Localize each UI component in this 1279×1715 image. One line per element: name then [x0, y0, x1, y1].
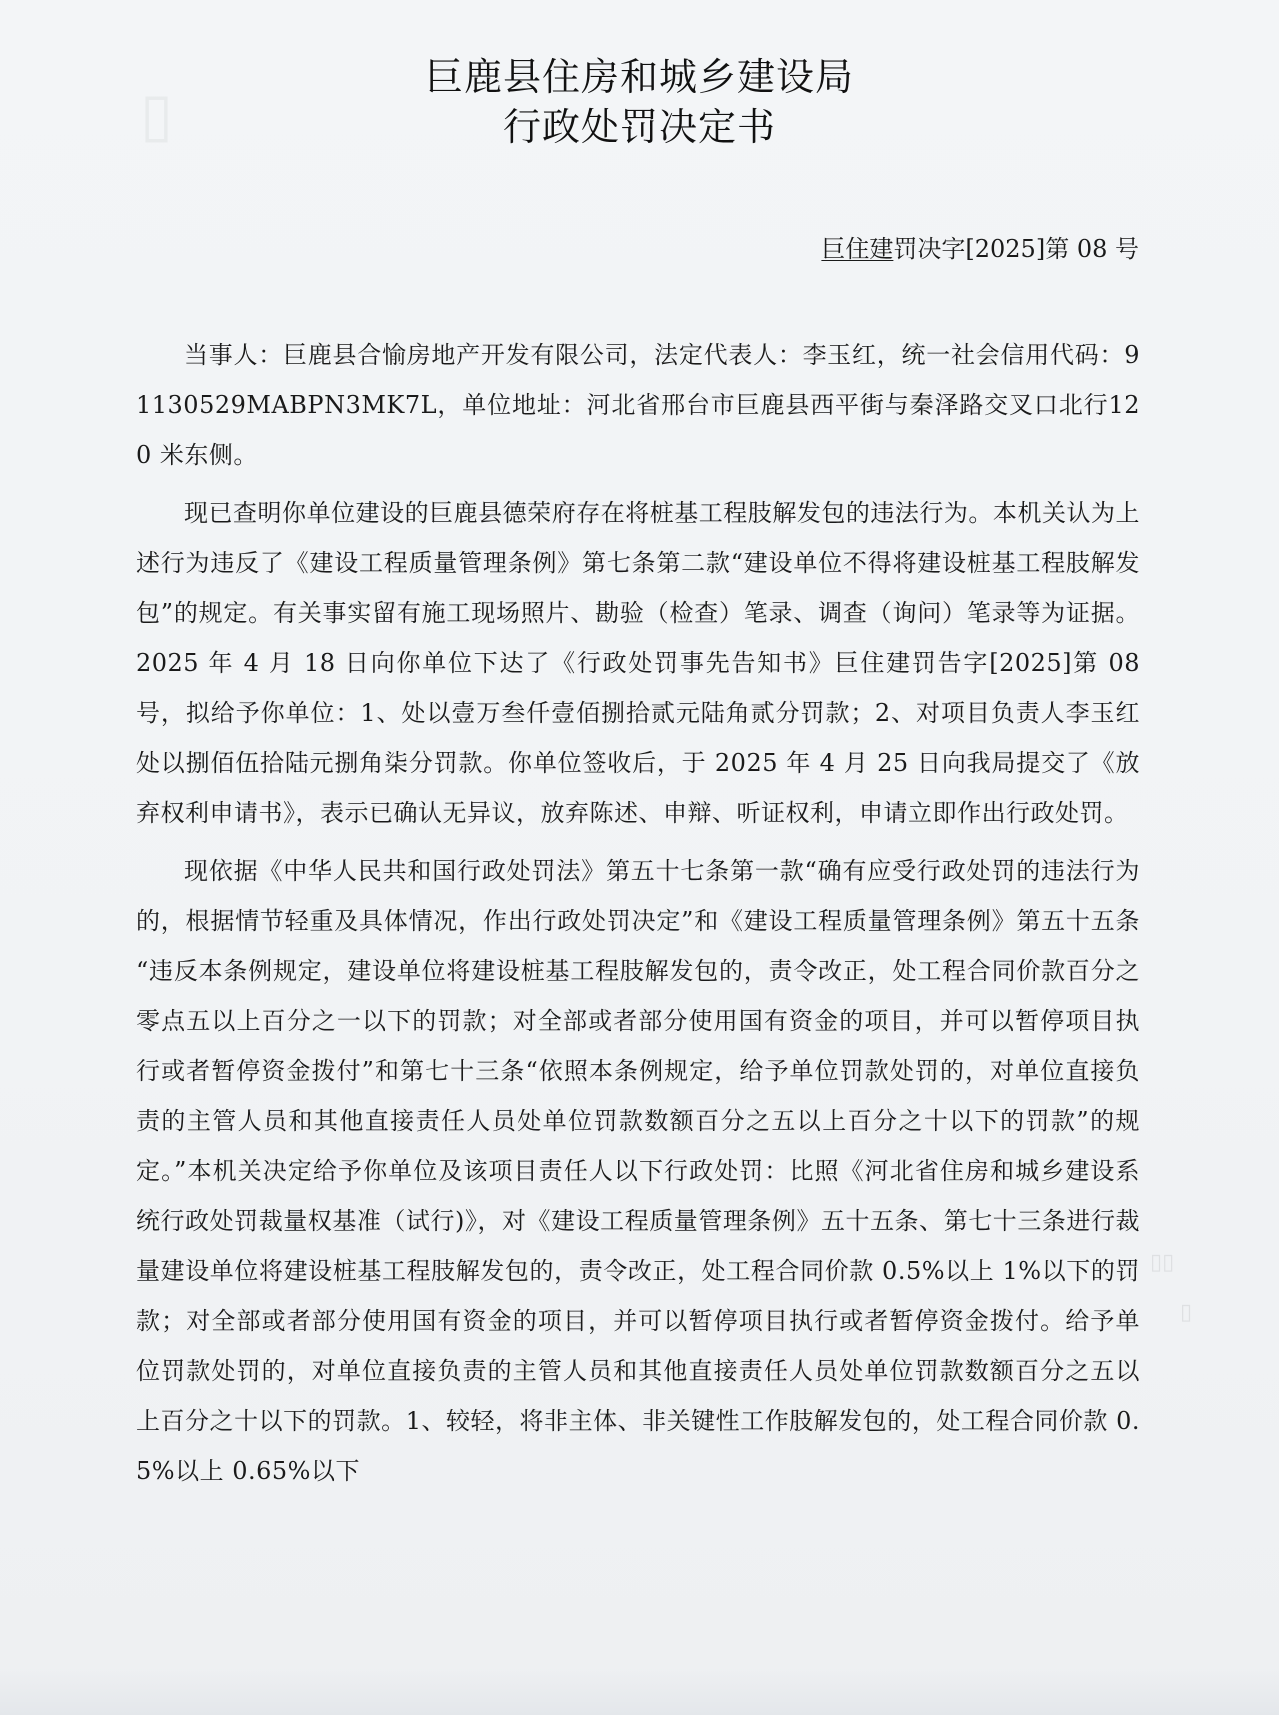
- document-header: [0, 52, 1279, 152]
- document-title-line1: 巨鹿县住房和城乡建设局: [424, 55, 854, 99]
- bleed-through-mark: ▯: [140, 80, 174, 150]
- bleed-through-mark: ▯▯: [1150, 1250, 1175, 1275]
- document-title-line2: 行政处罚决定书: [502, 105, 776, 149]
- paragraph-facts: 现已查明你单位建设的巨鹿县德荣府存在将桩基工程肢解发包的违法行为。本机关认为上述行为违反了《建设工程质量管理条例》第七条第二款“建设单位不得将建设桩基工程肢解发包”的规定。有关事实留有施工现场照片、勘验（检查）笔录、调查（询问）笔录等为证据。2025 年 4 月 18 日向你单位下达了《行政处罚事先告知书》巨住建罚告字[2025]第 08 号，拟给予你单位：1、处以壹万叁仟壹佰捌拾贰元陆角贰分罚款；2、对项目负责人李玉红处以捌佰伍拾陆元捌角柒分罚款。你单位签收后，于 2025 年 4 月 25 日向我局提交了《放弃权利申请书》，表示已确认无异议，放弃陈述、申辩、听证权利，申请立即作出行政处罚。: [136, 499, 1140, 827]
- paragraph-parties: 当事人：巨鹿县合愉房地产开发有限公司，法定代表人：李玉红，统一社会信用代码：91130529MABPN3MK7L，单位地址：河北省邢台市巨鹿县西平街与秦泽路交叉口北行120 米东侧。: [136, 341, 1140, 469]
- paragraph-legal-basis: 现依据《中华人民共和国行政处罚法》第五十七条第一款“确有应受行政处罚的违法行为的，根据情节轻重及具体情况，作出行政处罚决定”和《建设工程质量管理条例》第五十五条 “违反本条例规定，建设单位将建设桩基工程肢解发包的，责令改正，处工程合同价款百分之零点五以上百分之一以下的罚款；对全部或者部分使用国有资金的项目，并可以暂停项目执行或者暂停资金拨付”和第七十三条“依照本条例规定，给予单位罚款处罚的，对单位直接负责的主管人员和其他直接责任人员处单位罚款数额百分之五以上百分之十以下的罚款”的规定。”本机关决定给予你单位及该项目责任人以下行政处罚：比照《河北省住房和城乡建设系统行政处罚裁量权基准（试行)》，对《建设工程质量管理条例》五十五条、第七十三条进行裁量建设单位将建设桩基工程肢解发包的，责令改正，处工程合同价款 0.5%以上 1%以下的罚款；对全部或者部分使用国有资金的项目，并可以暂停项目执行或者暂停资金拨付。给予单位罚款处罚的，对单位直接负责的主管人员和其他直接责任人员处单位罚款数额百分之五以上百分之十以下的罚款。1、较轻，将非主体、非关键性工作肢解发包的，处工程合同价款 0.5%以上 0.65%以下: [136, 857, 1140, 1485]
- document-number-rest: 罚决字[2025]第 08 号: [893, 235, 1139, 263]
- bleed-through-mark: ▯: [1180, 1300, 1193, 1325]
- document-number: [821, 232, 1139, 266]
- document-body: [136, 330, 1140, 1504]
- document-number-prefix: 巨住建: [821, 235, 894, 263]
